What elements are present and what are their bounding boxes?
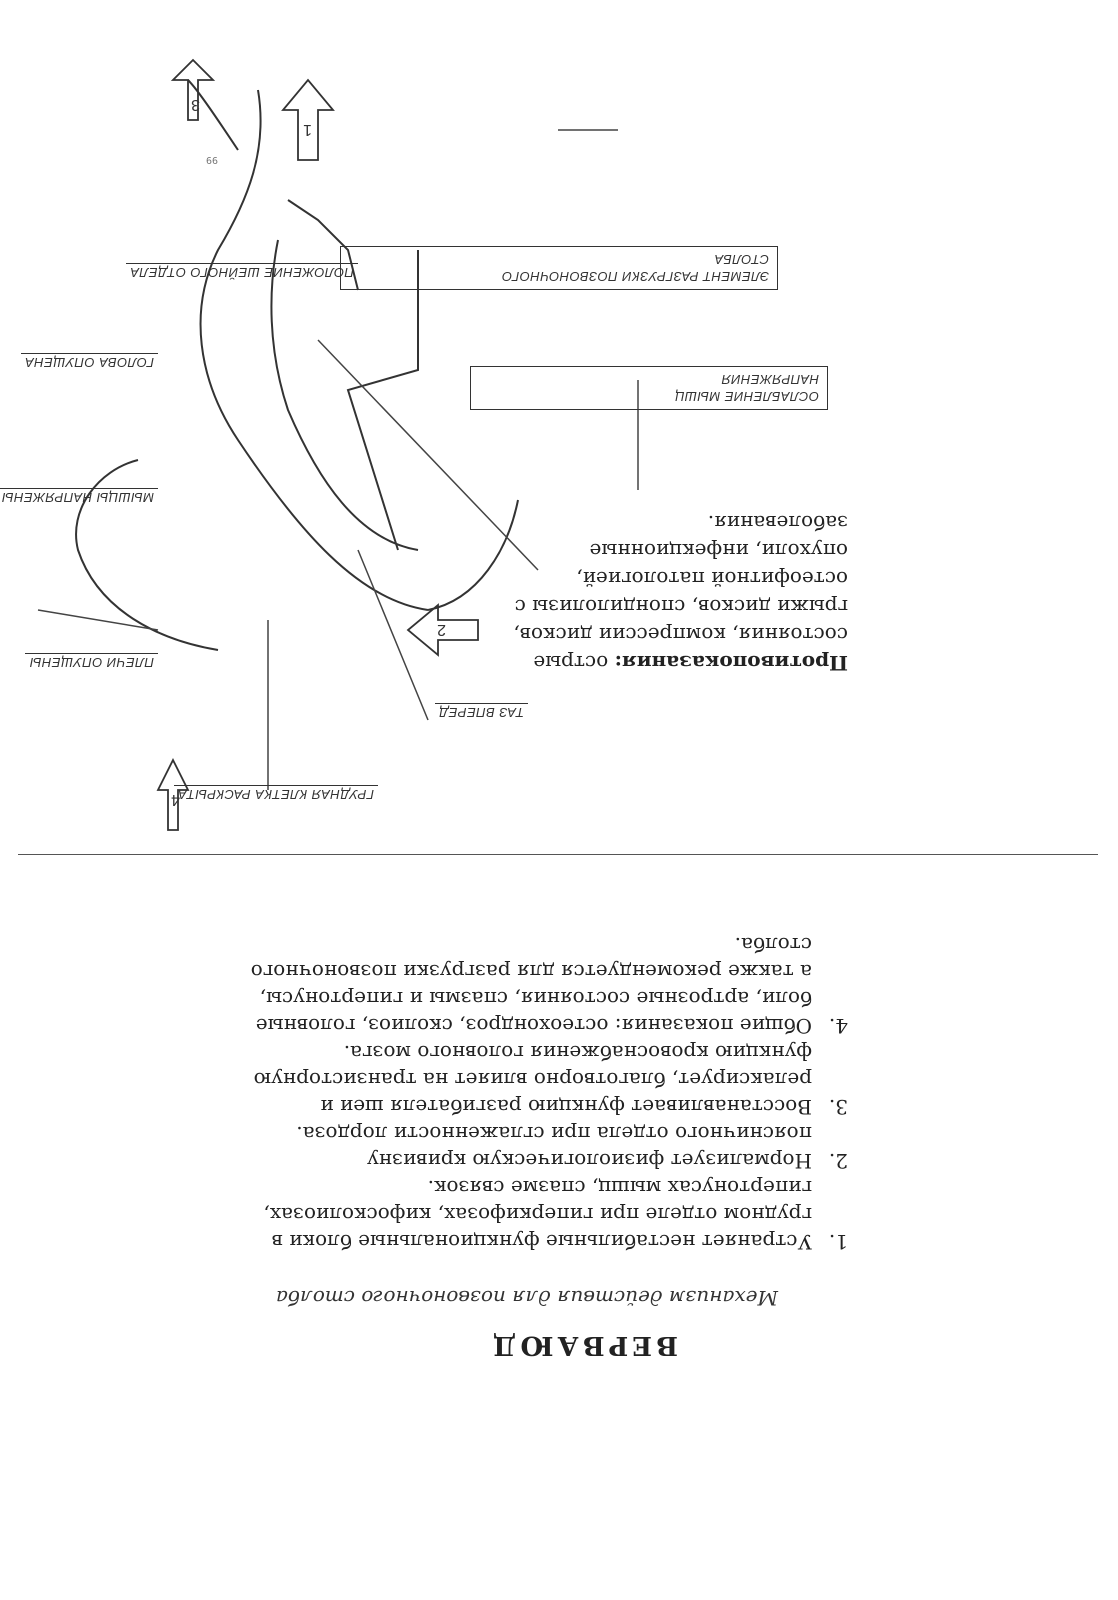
list-item-text: Восстанавливает функцию разгибателя шеи и релаксирует, благотворно влияет на транзисторную функцию кровоснабжения головного мозга.	[253, 1041, 812, 1119]
label-muscles: МЫШЦЫ НАПРЯЖЕНЫ	[0, 488, 158, 505]
box-mid-line1: ОСЛАБЛЕНИЕ МЫШЦ	[674, 389, 819, 404]
list-item-number: 1.	[828, 1230, 848, 1254]
arrow-4-number: 4	[171, 791, 180, 808]
list-item-text: Общие показания: остеохондроз, сколиоз, головные боли, артрозные состояния, спазмы и гипертонусы, а также рекомендуется для разгрузки позвоночного столба.	[250, 933, 812, 1038]
document-title: ВЕРВАЮД	[488, 1330, 678, 1360]
arrow-2-number: 2	[437, 621, 446, 638]
label-chest: ГРУДНАЯ КЛЕТКА РАСКРЫТА	[174, 785, 378, 802]
box-mid-line2: НАПРЯЖЕНИЯ	[721, 372, 819, 387]
list-item	[248, 931, 848, 1039]
arrow-3-number: 3	[191, 96, 200, 113]
arrow-1-icon	[283, 80, 333, 160]
mechanism-list	[248, 931, 848, 1255]
list-item	[248, 1039, 848, 1120]
list-item-number: 3.	[828, 1095, 848, 1119]
list-item	[248, 1174, 848, 1255]
leader-pelvis	[358, 550, 428, 720]
figure-arm-line	[348, 250, 418, 550]
contraindications-text: острые состояния, компрессии дисков, грыжи дисков, спондилолизы с остеофитной патологией, опухоли, инфекционные заболевания.	[513, 511, 848, 675]
contraindications-heading: Противопоказания:	[614, 651, 848, 675]
page-note: 99	[205, 154, 218, 165]
list-item-number: 2.	[828, 1149, 848, 1173]
label-shoulders: ПЛЕЧИ ОПУЩЕНЫ	[25, 653, 158, 670]
label-head: ГОЛОВА ОПУЩЕНА	[21, 353, 158, 370]
label-neck: ПОЛОЖЕНИЕ ШЕЙНОГО ОТДЕЛА	[126, 263, 358, 280]
contraindications-block	[488, 509, 848, 677]
box-top-line2: СТОЛБА	[714, 252, 769, 267]
list-item-number: 4.	[828, 1014, 848, 1038]
box-top-line1: ЭЛЕМЕНТ РАЗГРУЗКИ ПОЗВОНОЧНОГО	[501, 269, 769, 284]
arrow-1-number: 1	[303, 121, 312, 138]
list-item	[248, 1120, 848, 1174]
box-spine-unloading	[340, 246, 778, 290]
section-divider	[18, 854, 1098, 855]
document-subtitle: Механизм действия для позвоночного столба	[275, 1286, 778, 1310]
box-muscle-relaxation	[470, 366, 828, 410]
list-item-text: Устраняет нестабильные функциональные блоки в грудном отделе при гиперкифозах, кифосколиозах, гипертонусах мышц, спазме связок.	[263, 1176, 812, 1254]
figure-back-outline	[201, 90, 428, 610]
leader-head	[38, 610, 158, 630]
list-item-text: Нормализует физиологическую кривизну поясничного отдела при сглаженности лордоза.	[296, 1122, 812, 1173]
label-pelvis: ТАЗ ВПЕРЕД	[435, 703, 528, 720]
